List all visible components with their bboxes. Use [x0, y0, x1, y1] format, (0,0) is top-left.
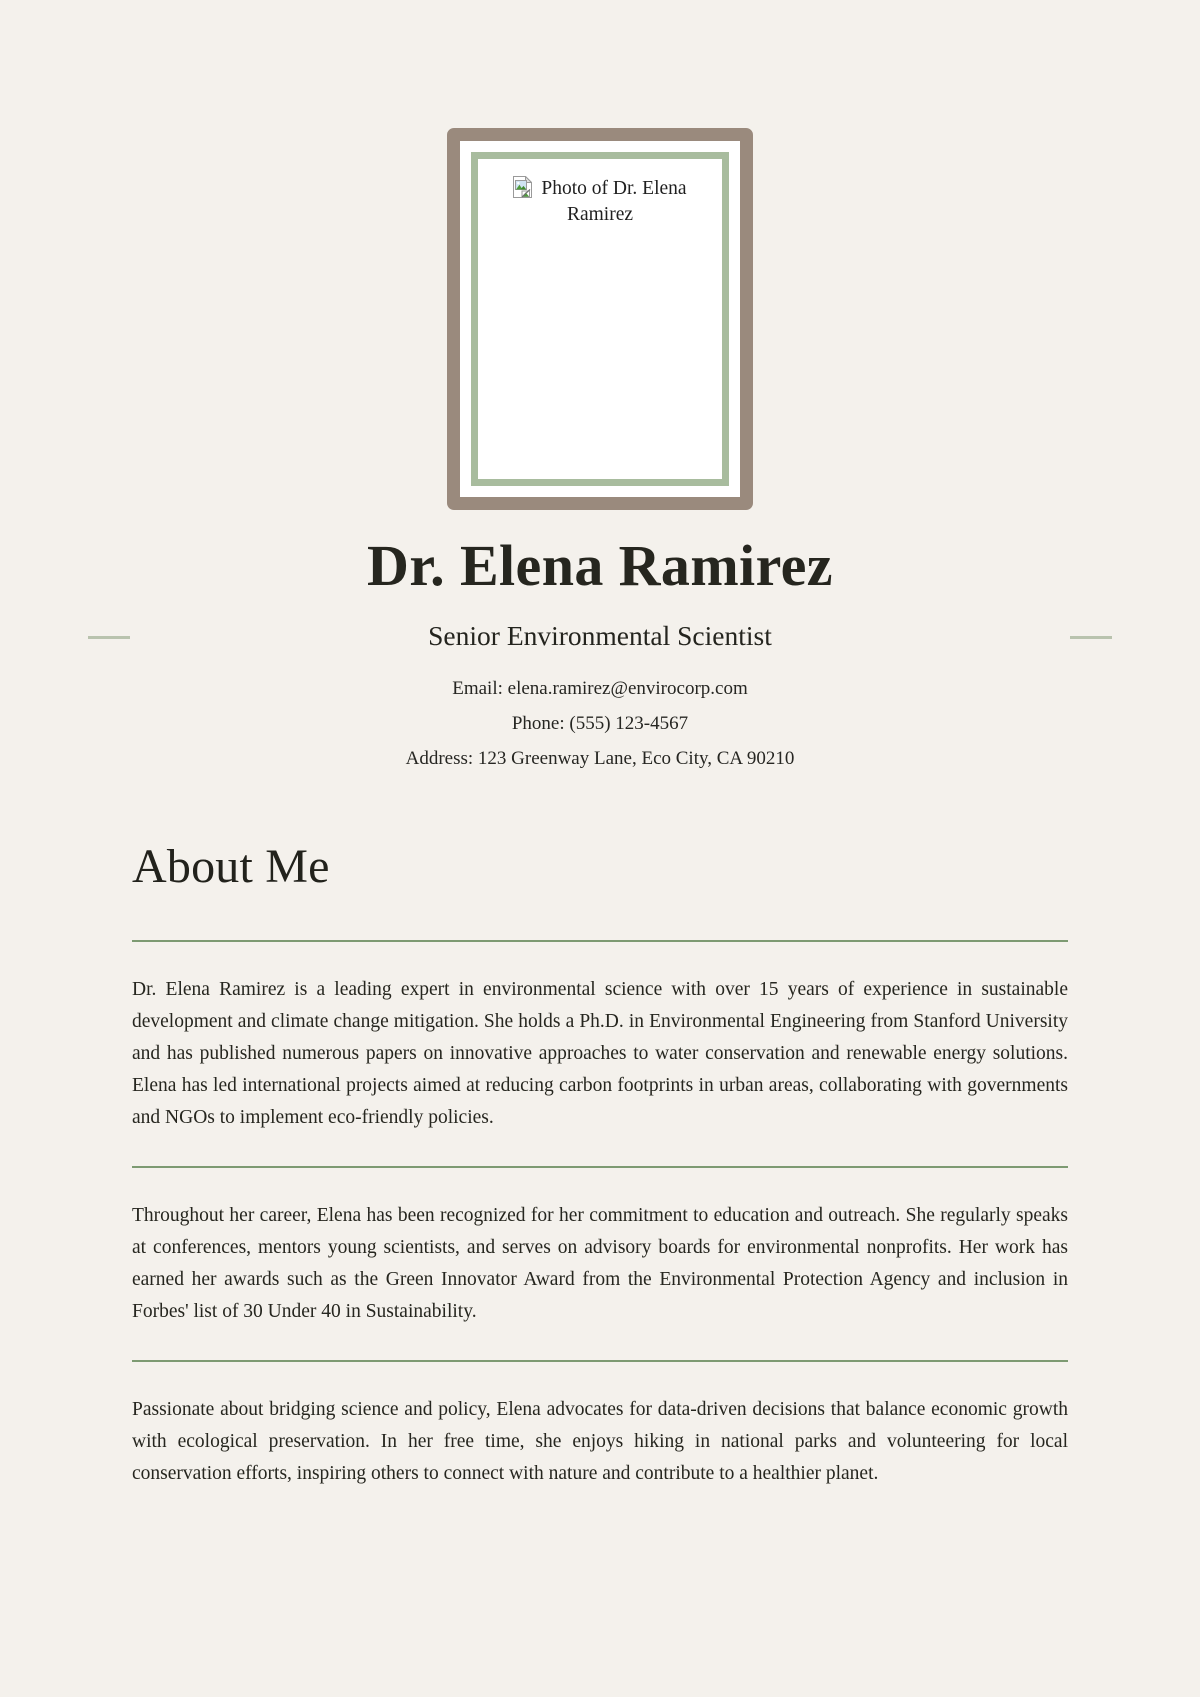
paragraph-divider: [132, 1166, 1068, 1168]
about-me-section: [132, 838, 1068, 1490]
job-title: Senior Environmental Scientist: [428, 619, 772, 651]
profile-photo-alt-text: Photo of Dr. Elena Ramirez: [541, 178, 687, 225]
contact-email: Email: elena.ramirez@envirocorp.com: [452, 677, 748, 699]
profile-photo-placeholder: [486, 165, 714, 228]
decorative-rule-left: [88, 636, 130, 639]
about-paragraph: Throughout her career, Elena has been recognized for her commitment to education and outreach. She regularly speaks at conferences, mentors young scientists, and serves on advisory boards for environmental nonprofits. Her work has earned her awards such as the Green Innovator Award from the Environmental Protection Agency and inclusion in Forbes' list of 30 Under 40 in Sustainability.: [132, 1204, 1068, 1322]
decorative-rule-right: [1070, 636, 1112, 639]
contact-address: Address: 123 Greenway Lane, Eco City, CA 90210: [405, 747, 795, 769]
paragraph-divider: [132, 1360, 1068, 1362]
photo-inner-mat: [471, 152, 729, 486]
contact-phone: Phone: (555) 123-4567: [511, 712, 689, 734]
section-heading-divider: [132, 940, 1068, 942]
about-paragraph: Dr. Elena Ramirez is a leading expert in environmental science with over 15 years of experience in sustainable development and climate change mitigation. She holds a Ph.D. in Environmental Engineering from Stanford University and has published numerous papers on innovative approaches to water conservation and renewable energy solutions. Elena has led international projects aimed at reducing carbon footprints in urban areas, collaborating with governments and NGOs to implement eco-friendly policies.: [132, 978, 1068, 1128]
profile-header: [0, 0, 1200, 776]
about-paragraph: Passionate about bridging science and policy, Elena advocates for data-driven decisions that balance economic growth with ecological preservation. In her free time, she enjoys hiking in national parks and volunteering for local conservation efforts, inspiring others to connect with nature and contribute to a healthier planet.: [132, 1398, 1068, 1484]
page-title: Dr. Elena Ramirez: [367, 533, 833, 598]
job-title-row: [0, 619, 1200, 653]
broken-image-icon: [513, 176, 532, 198]
photo-frame: [447, 128, 753, 510]
contact-details: [0, 671, 1200, 776]
section-heading-about-me: About Me: [132, 839, 330, 893]
